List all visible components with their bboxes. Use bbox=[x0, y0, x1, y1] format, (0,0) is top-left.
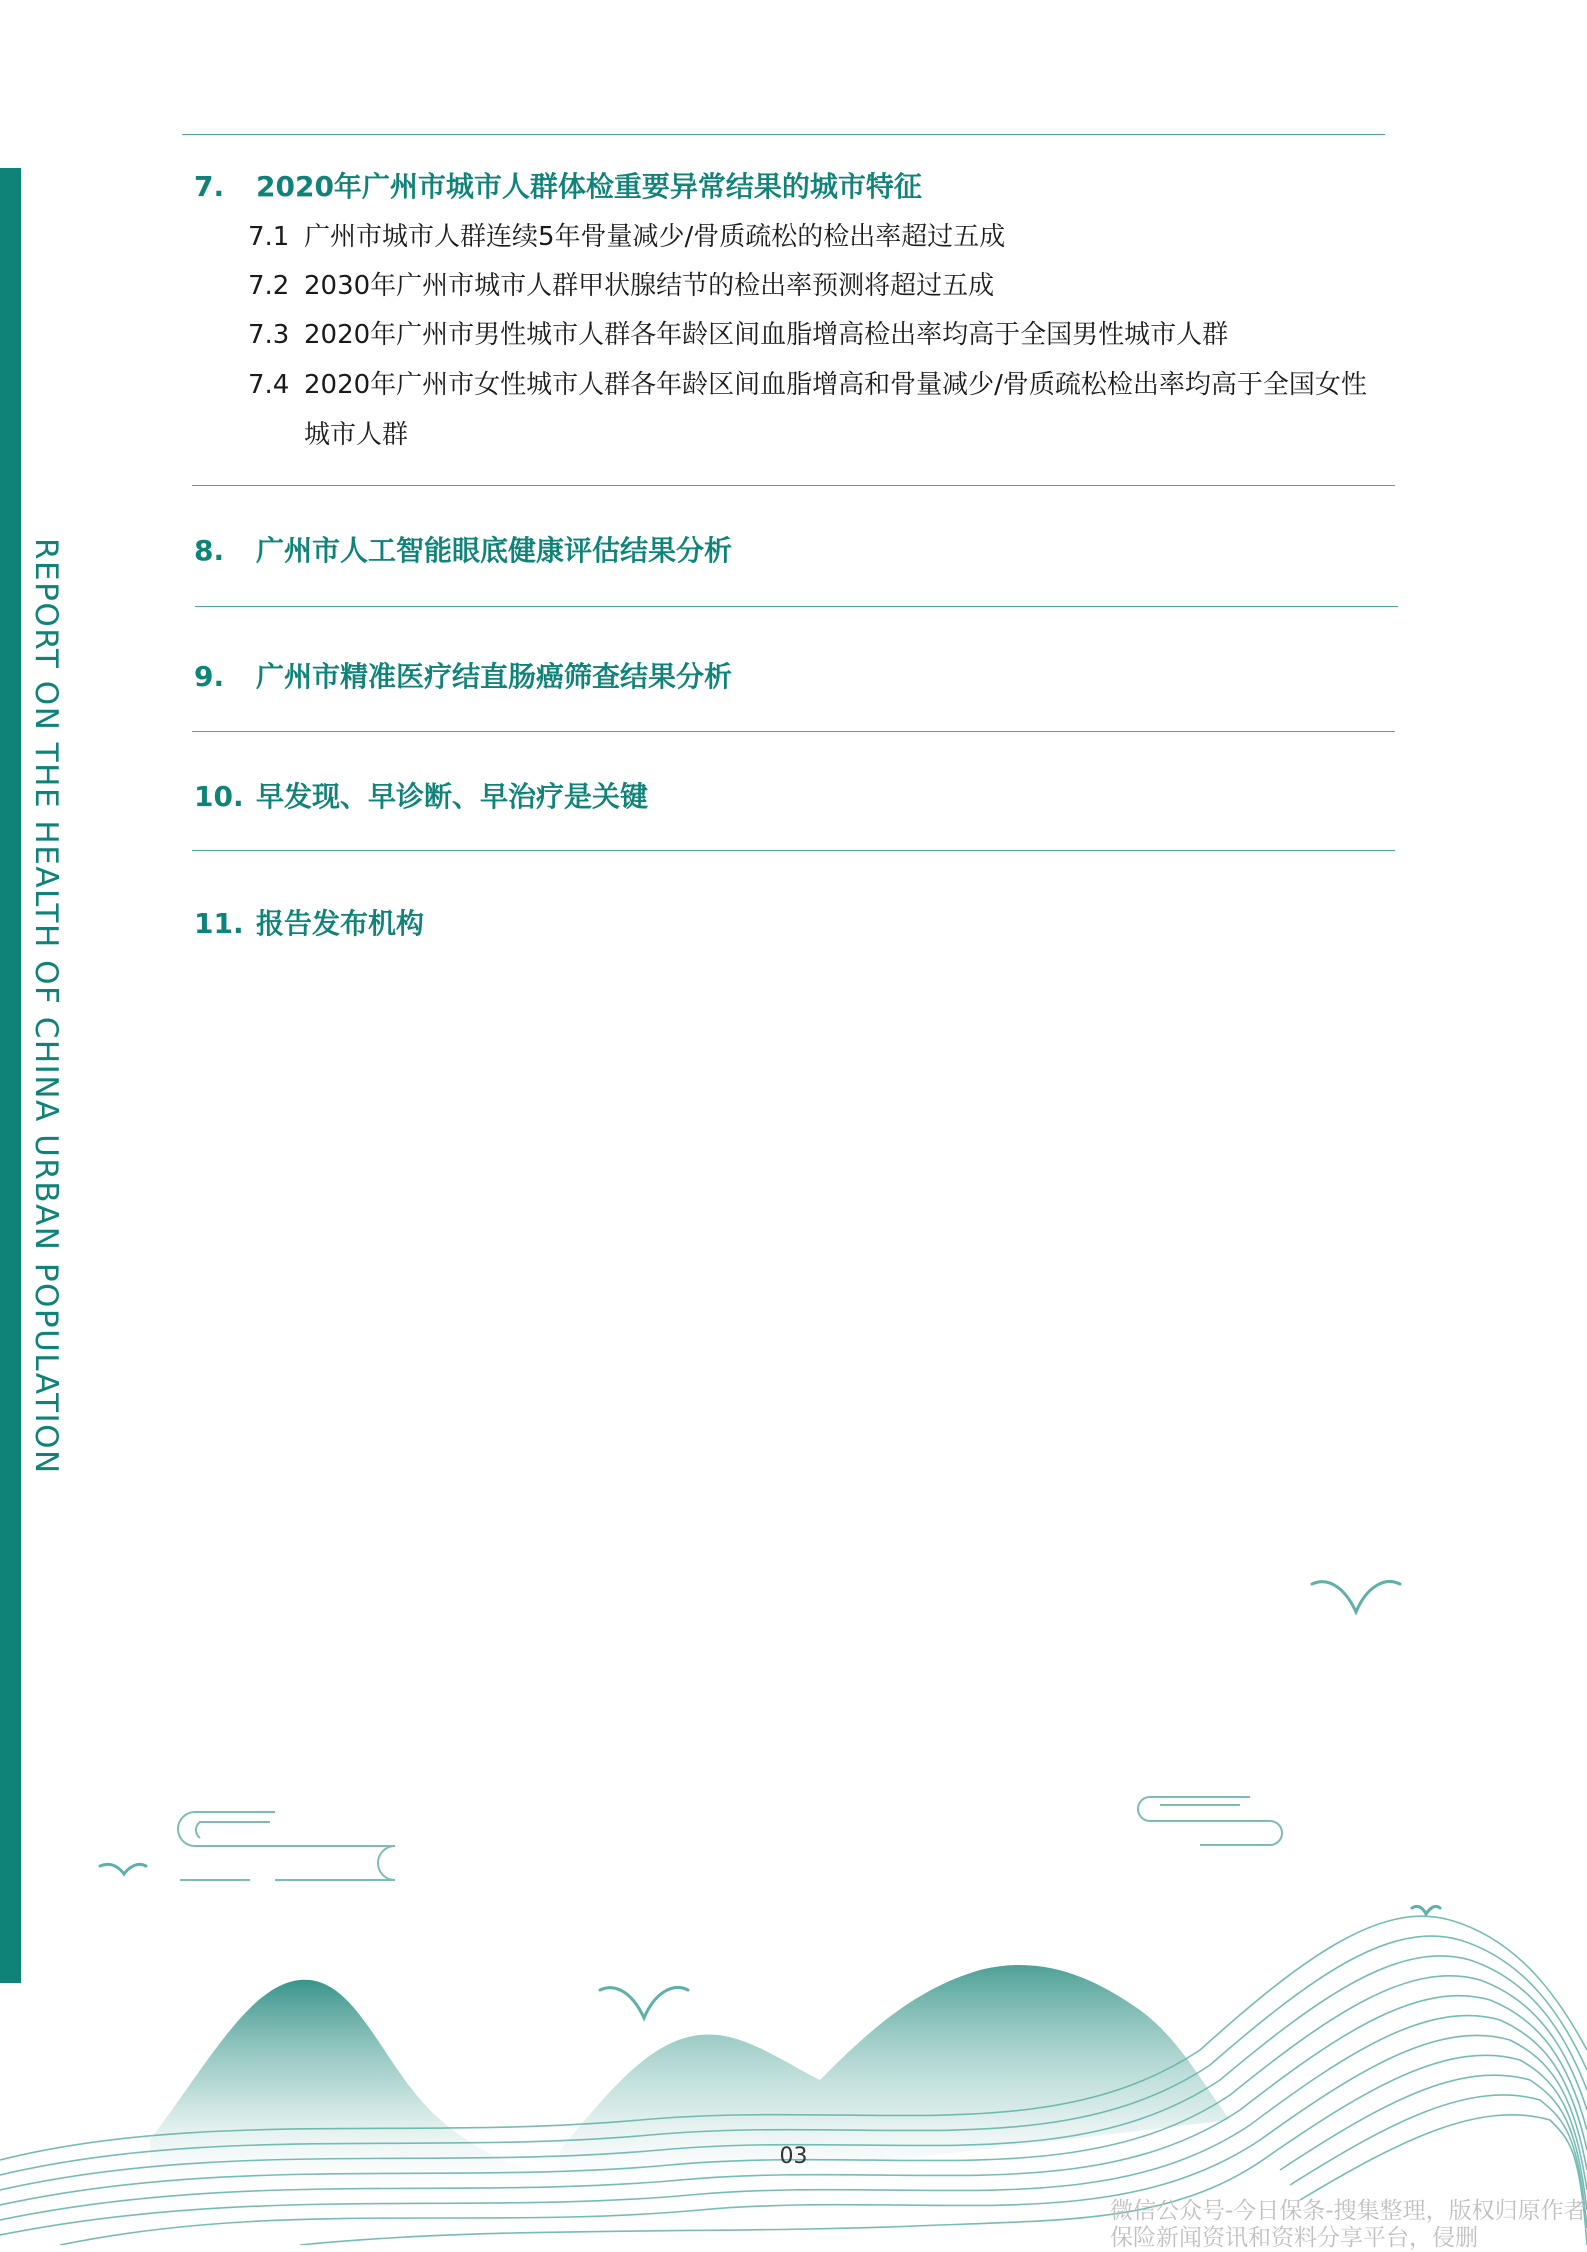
toc-section-7-1[interactable] bbox=[248, 216, 1005, 253]
section-title: 广州市城市人群连续5年骨量减少/骨质疏松的检出率超过五成 bbox=[304, 222, 1006, 252]
toc-section-7-4[interactable] bbox=[248, 364, 1367, 401]
chapter-number: 11. bbox=[194, 907, 244, 940]
side-report-title: REPORT ON THE HEALTH OF CHINA URBAN POPULATION bbox=[28, 538, 64, 1475]
chapter-title: 早发现、早诊断、早治疗是关键 bbox=[256, 780, 649, 813]
top-rule bbox=[182, 134, 1385, 135]
page-number: 03 bbox=[779, 2144, 808, 2169]
side-accent-bar bbox=[0, 168, 21, 1983]
toc-chapter-8[interactable] bbox=[194, 529, 732, 569]
divider-rule bbox=[192, 850, 1395, 851]
toc-chapter-11[interactable] bbox=[194, 902, 424, 942]
chapter-number: 9. bbox=[194, 660, 225, 693]
toc-chapter-10[interactable] bbox=[194, 775, 648, 815]
chapter-number: 7. bbox=[194, 170, 225, 203]
chapter-title: 广州市人工智能眼底健康评估结果分析 bbox=[256, 534, 733, 567]
toc-chapter-7[interactable] bbox=[194, 165, 922, 205]
divider-rule bbox=[192, 731, 1395, 732]
section-title: 2030年广州市城市人群甲状腺结节的检出率预测将超过五成 bbox=[304, 271, 995, 301]
section-number: 7.4 bbox=[248, 370, 290, 400]
chapter-title: 报告发布机构 bbox=[256, 907, 425, 940]
chapter-number: 10. bbox=[194, 780, 244, 813]
divider-rule bbox=[192, 485, 1395, 486]
toc-chapter-9[interactable] bbox=[194, 655, 732, 695]
chapter-title: 2020年广州市城市人群体检重要异常结果的城市特征 bbox=[256, 170, 922, 203]
toc-section-7-3[interactable] bbox=[248, 314, 1228, 351]
divider-rule bbox=[195, 606, 1398, 607]
chapter-title: 广州市精准医疗结直肠癌筛查结果分析 bbox=[256, 660, 733, 693]
chapter-number: 8. bbox=[194, 534, 225, 567]
toc-section-7-2[interactable] bbox=[248, 265, 994, 302]
section-title: 2020年广州市男性城市人群各年龄区间血脂增高检出率均高于全国男性城市人群 bbox=[304, 320, 1229, 350]
section-number: 7.3 bbox=[248, 320, 290, 350]
bird-decorations bbox=[100, 1582, 1440, 2018]
watermark-line-1: 微信公众号-今日保条-搜集整理，版权归原作者 bbox=[1110, 2198, 1587, 2224]
section-title: 2020年广州市女性城市人群各年龄区间血脂增高和骨量减少/骨质疏松检出率均高于全国女性 bbox=[304, 370, 1367, 400]
toc-section-7-4-continued: 城市人群 bbox=[304, 420, 409, 450]
section-number: 7.2 bbox=[248, 271, 290, 301]
cloud-decorations bbox=[178, 1797, 1282, 1880]
section-number: 7.1 bbox=[248, 222, 290, 252]
watermark-line-2: 保险新闻资讯和资料分享平台，侵删 bbox=[1110, 2225, 1478, 2251]
